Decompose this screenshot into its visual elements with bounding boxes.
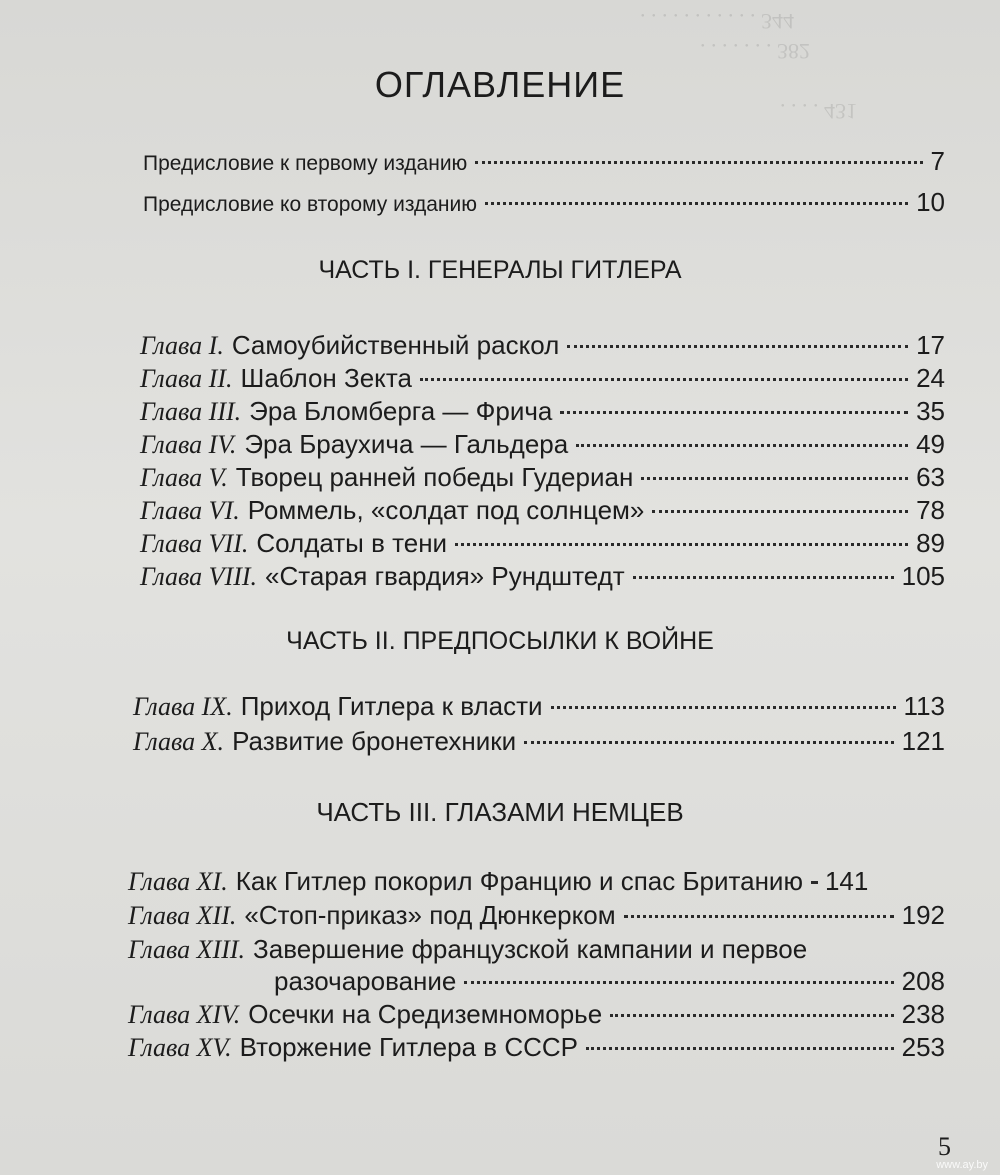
chapter-label: Глава X. (133, 727, 225, 756)
entry-title: Самоубийственный раскол (231, 330, 560, 360)
chapter-label: Глава III. (140, 397, 242, 426)
entry-title: Предисловие к первому изданию (143, 152, 468, 175)
leader-dots (610, 1014, 893, 1017)
chapter-label: Глава XV. (128, 1033, 232, 1062)
entry-title: Вторжение Гитлера в СССР (239, 1032, 578, 1062)
toc-title: ОГЛАВЛЕНИЕ (374, 64, 626, 105)
toc-entry-chapter-5[interactable] (140, 462, 945, 494)
toc-entry-preface-1[interactable] (143, 146, 945, 178)
entry-page: 208 (901, 966, 945, 996)
chapter-label: Глава XII. (128, 901, 237, 930)
chapter-label: Глава VII. (140, 529, 249, 558)
entry-title: Солдаты в тени (256, 528, 448, 558)
chapter-label: Глава IV. (140, 430, 237, 459)
chapter-label: Глава II. (140, 364, 233, 393)
entry-page: 253 (901, 1032, 945, 1062)
toc-entry-chapter-14[interactable] (128, 999, 945, 1031)
entry-page: 192 (901, 900, 945, 930)
bleed-through-text: . . . . 431 (780, 99, 857, 124)
entry-title: Развитие бронетехники (232, 726, 517, 756)
toc-entry-chapter-12[interactable] (128, 900, 945, 932)
entry-title: Приход Гитлера к власти (240, 691, 543, 721)
bleed-through-text: . . . . . . . . . . . 344 (640, 9, 794, 34)
chapter-label: Глава V. (140, 463, 228, 492)
toc-entry-chapter-8[interactable] (140, 561, 945, 593)
chapter-label: Глава VIII. (140, 562, 258, 591)
toc-entry-chapter-13[interactable] (128, 934, 945, 966)
part-title-1: ЧАСТЬ I. ГЕНЕРАЛЫ ГИТЛЕРА (318, 256, 682, 284)
leader-dots (485, 202, 908, 205)
leader-dots (624, 915, 894, 918)
entry-page: 49 (916, 429, 945, 459)
chapter-label: Глава XIII. (128, 935, 246, 964)
chapter-label: Глава XI. (128, 867, 228, 896)
leader-dots (475, 161, 922, 164)
chapter-label: Глава I. (140, 331, 224, 360)
leader-dots (811, 881, 817, 884)
leader-dots (576, 444, 908, 447)
toc-entry-preface-2[interactable] (143, 187, 945, 219)
entry-title: Шаблон Зекта (240, 363, 412, 393)
chapter-label: Глава XIV. (128, 1000, 241, 1029)
part-title-2: ЧАСТЬ II. ПРЕДПОСЫЛКИ К ВОЙНЕ (286, 627, 714, 655)
leader-dots (551, 706, 896, 709)
leader-dots (652, 510, 908, 513)
leader-dots (641, 477, 908, 480)
toc-entry-chapter-13-continuation[interactable] (274, 966, 945, 998)
entry-page: 121 (901, 726, 945, 756)
leader-dots (455, 543, 908, 546)
entry-title-continuation: разочарование (274, 966, 457, 996)
toc-entry-chapter-7[interactable] (140, 528, 945, 560)
leader-dots (567, 345, 908, 348)
toc-entry-chapter-4[interactable] (140, 429, 945, 461)
entry-page: 105 (901, 561, 945, 591)
leader-dots (586, 1047, 894, 1050)
leader-dots (420, 378, 908, 381)
entry-page: 141 (824, 866, 869, 896)
entry-title: «Старая гвардия» Рундштедт (265, 561, 625, 591)
entry-page: 35 (916, 396, 945, 426)
entry-page: 238 (901, 999, 945, 1029)
leader-dots (560, 411, 908, 414)
toc-entry-chapter-2[interactable] (140, 363, 945, 395)
entry-page: 10 (916, 187, 945, 217)
leader-dots (633, 576, 894, 579)
toc-entry-chapter-6[interactable] (140, 495, 945, 527)
toc-entry-chapter-11[interactable] (128, 866, 945, 898)
entry-page: 113 (903, 691, 945, 721)
entry-page: 78 (916, 495, 945, 525)
entry-title: «Стоп-приказ» под Дюнкерком (244, 900, 616, 930)
entry-page: 63 (916, 462, 945, 492)
entry-page: 89 (916, 528, 945, 558)
entry-title: Эра Бломберга — Фрича (249, 396, 553, 426)
entry-title: Как Гитлер покорил Францию и спас Британию (235, 866, 803, 896)
toc-entry-chapter-1[interactable] (140, 330, 945, 362)
entry-title: Осечки на Средиземноморье (248, 999, 603, 1029)
entry-title: Предисловие ко второму изданию (143, 193, 478, 216)
bleed-through-text: . . . . . . . 382 (700, 39, 810, 64)
leader-dots (464, 981, 893, 984)
leader-dots (524, 741, 893, 744)
watermark: www.ay.by (936, 1159, 988, 1171)
chapter-label: Глава VI. (140, 496, 240, 525)
chapter-label: Глава IX. (133, 692, 233, 721)
entry-title: Эра Браухича — Гальдера (244, 429, 569, 459)
entry-title: Завершение французской кампании и первое (253, 934, 808, 964)
entry-page: 7 (930, 146, 945, 176)
toc-entry-chapter-15[interactable] (128, 1032, 945, 1064)
page-number: 5 (938, 1132, 951, 1161)
toc-entry-chapter-9[interactable] (133, 691, 945, 723)
entry-page: 24 (916, 363, 945, 393)
entry-title: Роммель, «солдат под солнцем» (247, 495, 645, 525)
entry-page: 17 (916, 330, 945, 360)
part-title-3: ЧАСТЬ III. ГЛАЗАМИ НЕМЦЕВ (316, 797, 684, 827)
entry-title: Творец ранней победы Гудериан (235, 462, 634, 492)
toc-entry-chapter-10[interactable] (133, 726, 945, 758)
toc-entry-chapter-3[interactable] (140, 396, 945, 428)
